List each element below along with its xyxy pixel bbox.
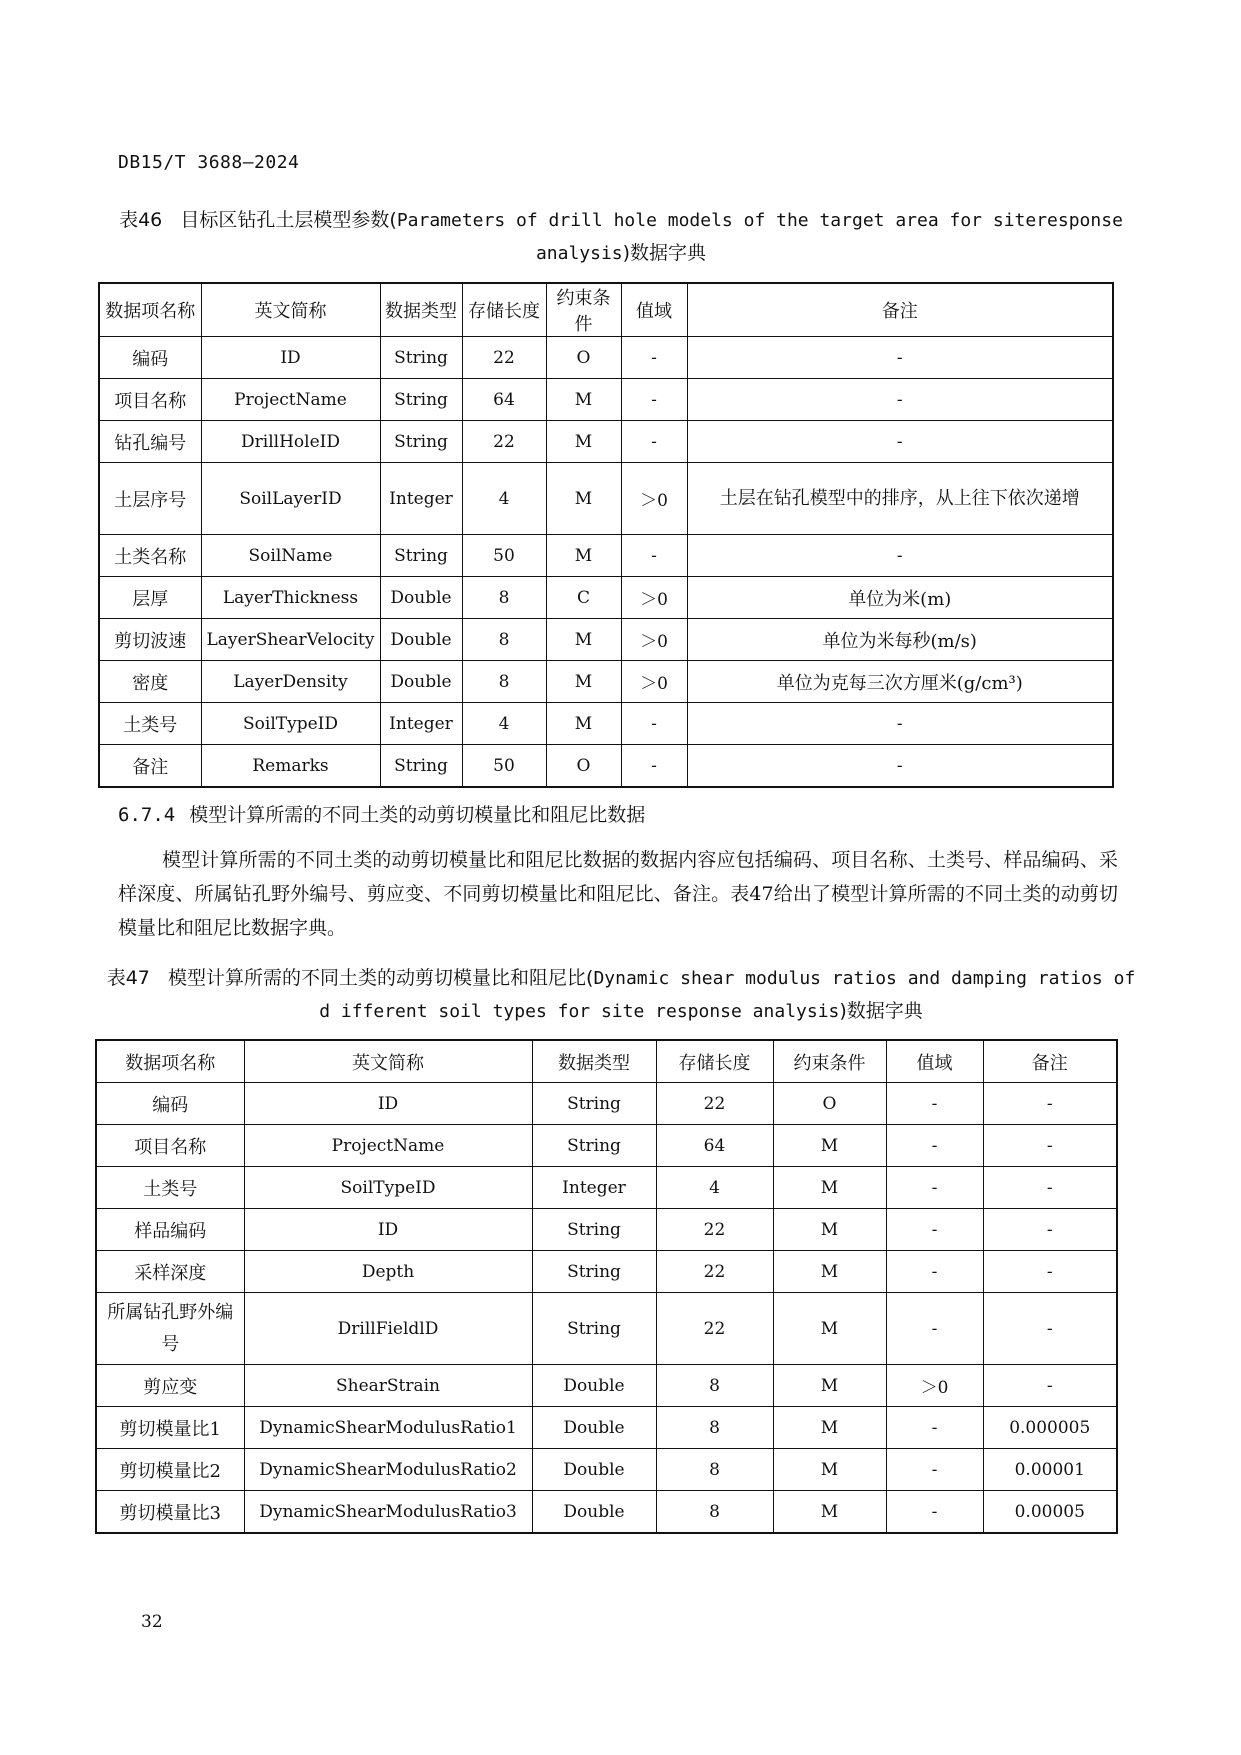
table-cell: SoilName	[201, 535, 380, 577]
table-cell: -	[886, 1167, 983, 1209]
table-cell: 22	[656, 1293, 773, 1365]
table-cell: String	[380, 535, 462, 577]
table46-header-cell: 英文简称	[201, 283, 380, 337]
table-cell: -	[687, 337, 1113, 379]
table-cell: 样品编码	[96, 1209, 244, 1251]
table-cell: Integer	[380, 703, 462, 745]
table-cell: String	[380, 745, 462, 788]
table-cell: String	[532, 1083, 656, 1125]
table-cell: 剪切模量比2	[96, 1449, 244, 1491]
table-cell: -	[886, 1083, 983, 1125]
table-cell: 土层在钻孔模型中的排序，从上往下依次递增	[687, 463, 1113, 535]
table-cell: -	[983, 1125, 1117, 1167]
table-cell: LayerThickness	[201, 577, 380, 619]
table46-header-cell: 数据项名称	[99, 283, 201, 337]
table47-caption	[96, 962, 1146, 1028]
table-cell: M	[546, 421, 621, 463]
table-cell: SoilTypeID	[201, 703, 380, 745]
table-cell: 剪切模量比3	[96, 1491, 244, 1534]
table-row	[96, 1365, 1117, 1407]
table-cell: O	[773, 1083, 886, 1125]
table47-caption-cn-suffix: )数据字典	[839, 1000, 923, 1022]
table-cell: 采样深度	[96, 1251, 244, 1293]
page-number: 32	[141, 1612, 163, 1632]
table-cell: String	[380, 421, 462, 463]
section-paragraph: 模型计算所需的不同土类的动剪切模量比和阻尼比数据的数据内容应包括编码、项目名称、土类号、样品编码、采样深度、所属钻孔野外编号、剪应变、不同剪切模量比和阻尼比、备注。表47给出了模型计算所需的不同土类的动剪切模量比和阻尼比数据字典。	[118, 849, 1118, 939]
table-cell: -	[621, 421, 687, 463]
table47-header-cell: 数据类型	[532, 1040, 656, 1083]
table-cell: M	[546, 661, 621, 703]
table-cell: 22	[656, 1209, 773, 1251]
table47-caption-label: 表47	[106, 967, 150, 989]
table-cell: String	[532, 1251, 656, 1293]
table-cell: M	[773, 1293, 886, 1365]
table-cell: M	[773, 1491, 886, 1534]
table-cell: 22	[656, 1083, 773, 1125]
table-cell: 8	[656, 1365, 773, 1407]
table-row	[96, 1125, 1117, 1167]
table46-header-row	[99, 283, 1113, 337]
table-cell: M	[546, 379, 621, 421]
table-cell: -	[886, 1251, 983, 1293]
table-cell: M	[773, 1167, 886, 1209]
table-cell: -	[687, 745, 1113, 788]
table-cell: 所属钻孔野外编号	[96, 1293, 244, 1365]
table-cell: C	[546, 577, 621, 619]
table-cell: 8	[656, 1407, 773, 1449]
table-row	[99, 619, 1113, 661]
table-cell: 22	[462, 421, 546, 463]
table-cell: 编码	[96, 1083, 244, 1125]
table-cell: String	[380, 337, 462, 379]
table-cell: 8	[462, 577, 546, 619]
table46-header-cell: 值域	[621, 283, 687, 337]
table46-header-cell: 存储长度	[462, 283, 546, 337]
table-cell: M	[546, 535, 621, 577]
table-cell: 4	[462, 703, 546, 745]
table-cell: 编码	[99, 337, 201, 379]
table46-caption-label: 表46	[119, 209, 163, 231]
table-cell: 备注	[99, 745, 201, 788]
table47	[95, 1039, 1118, 1534]
table46-caption	[96, 204, 1146, 270]
table-cell: DynamicShearModulusRatio2	[244, 1449, 532, 1491]
table-cell: -	[621, 745, 687, 788]
table-cell: DynamicShearModulusRatio3	[244, 1491, 532, 1534]
table-cell: 剪切模量比1	[96, 1407, 244, 1449]
table-cell: DrillHoleID	[201, 421, 380, 463]
table-row	[99, 421, 1113, 463]
table47-header-cell: 英文简称	[244, 1040, 532, 1083]
table-cell: 单位为米(m)	[687, 577, 1113, 619]
table-cell: 0.00005	[983, 1491, 1117, 1534]
table-cell: M	[773, 1125, 886, 1167]
table-row	[96, 1491, 1117, 1534]
table-row	[99, 463, 1113, 535]
table-cell: 8	[656, 1449, 773, 1491]
table47-header-cell: 约束条件	[773, 1040, 886, 1083]
table-cell: M	[773, 1209, 886, 1251]
table46-header-cell: 备注	[687, 283, 1113, 337]
table-cell: ＞0	[621, 463, 687, 535]
table47-caption-en: Dynamic shear modulus ratios and damping ratios of d ifferent soil types for site response analysis	[319, 968, 1136, 1022]
table-cell: -	[886, 1209, 983, 1251]
table-cell: 50	[462, 535, 546, 577]
table-cell: Depth	[244, 1251, 532, 1293]
table-row	[96, 1083, 1117, 1125]
table-cell: M	[546, 619, 621, 661]
table-cell: 单位为米每秒(m/s)	[687, 619, 1113, 661]
table-cell: -	[886, 1125, 983, 1167]
table-row	[96, 1407, 1117, 1449]
table-cell: 钻孔编号	[99, 421, 201, 463]
table-cell: -	[886, 1407, 983, 1449]
table47-caption-cn-prefix: 模型计算所需的不同土类的动剪切模量比和阻尼比(	[168, 967, 594, 989]
table-cell: -	[687, 379, 1113, 421]
table-cell: Double	[532, 1491, 656, 1534]
table-cell: Remarks	[201, 745, 380, 788]
table-row	[96, 1167, 1117, 1209]
table-cell: M	[773, 1449, 886, 1491]
table-cell: Double	[380, 577, 462, 619]
table46-caption-en: Parameters of drill hole models of the target area for siteresponse analysis	[396, 210, 1123, 264]
section-number: 6.7.4	[118, 804, 176, 826]
table-cell: ＞0	[621, 619, 687, 661]
table-cell: 土层序号	[99, 463, 201, 535]
table-cell: 22	[656, 1251, 773, 1293]
table-cell: DrillFieldlD	[244, 1293, 532, 1365]
table-cell: DynamicShearModulusRatio1	[244, 1407, 532, 1449]
table-cell: M	[773, 1251, 886, 1293]
table-row	[96, 1449, 1117, 1491]
table-row	[99, 337, 1113, 379]
table-cell: 单位为克每三次方厘米(g/cm³)	[687, 661, 1113, 703]
table-cell: 22	[462, 337, 546, 379]
table-cell: String	[380, 379, 462, 421]
table-cell: -	[983, 1251, 1117, 1293]
table-cell: Double	[532, 1449, 656, 1491]
table-cell: 土类号	[96, 1167, 244, 1209]
table-cell: ID	[244, 1209, 532, 1251]
table-cell: String	[532, 1209, 656, 1251]
table-row	[96, 1293, 1117, 1365]
table-cell: -	[886, 1491, 983, 1534]
table-cell: -	[886, 1293, 983, 1365]
table-row	[99, 379, 1113, 421]
table-row	[99, 745, 1113, 788]
table47-header-cell: 值域	[886, 1040, 983, 1083]
section-title: 模型计算所需的不同土类的动剪切模量比和阻尼比数据	[189, 804, 646, 826]
table-cell: 8	[462, 661, 546, 703]
table-cell: 密度	[99, 661, 201, 703]
table-cell: M	[546, 703, 621, 745]
table-cell: Integer	[380, 463, 462, 535]
table-cell: M	[546, 463, 621, 535]
table-cell: Integer	[532, 1167, 656, 1209]
table-cell: -	[886, 1449, 983, 1491]
table-cell: -	[621, 379, 687, 421]
table-cell: -	[621, 703, 687, 745]
table-cell: ID	[244, 1083, 532, 1125]
table-cell: ＞0	[621, 577, 687, 619]
table-cell: M	[773, 1407, 886, 1449]
table-cell: O	[546, 745, 621, 788]
table-cell: -	[621, 535, 687, 577]
table-cell: ShearStrain	[244, 1365, 532, 1407]
table47-header-row	[96, 1040, 1117, 1083]
table-cell: 0.00001	[983, 1449, 1117, 1491]
table-cell: 4	[462, 463, 546, 535]
table-cell: 4	[656, 1167, 773, 1209]
table-cell: 50	[462, 745, 546, 788]
table46-caption-cn-suffix: )数据字典	[622, 242, 707, 264]
table-cell: -	[983, 1293, 1117, 1365]
table-cell: 0.000005	[983, 1407, 1117, 1449]
table-cell: 项目名称	[99, 379, 201, 421]
table-cell: SoilLayerID	[201, 463, 380, 535]
table-cell: O	[546, 337, 621, 379]
table-cell: M	[773, 1365, 886, 1407]
table-cell: SoilTypeID	[244, 1167, 532, 1209]
table-cell: 8	[462, 619, 546, 661]
table46-header-cell: 约束条件	[546, 283, 621, 337]
table-cell: String	[532, 1293, 656, 1365]
table-row	[96, 1209, 1117, 1251]
table-cell: -	[687, 703, 1113, 745]
table47-header-cell: 备注	[983, 1040, 1117, 1083]
table-cell: -	[983, 1083, 1117, 1125]
table-cell: 64	[656, 1125, 773, 1167]
table-cell: LayerDensity	[201, 661, 380, 703]
table-cell: String	[532, 1125, 656, 1167]
table-cell: -	[621, 337, 687, 379]
table-cell: ProjectName	[201, 379, 380, 421]
document-code: DB15/T 3688—2024	[118, 152, 300, 173]
table-cell: 8	[656, 1491, 773, 1534]
table47-header-cell: 数据项名称	[96, 1040, 244, 1083]
table46-header-cell: 数据类型	[380, 283, 462, 337]
table-cell: ＞0	[886, 1365, 983, 1407]
table-cell: -	[687, 535, 1113, 577]
table-cell: 层厚	[99, 577, 201, 619]
table-row	[99, 577, 1113, 619]
table46-caption-cn-prefix: 目标区钻孔土层模型参数(	[180, 209, 397, 231]
table-cell: 项目名称	[96, 1125, 244, 1167]
table-row	[99, 535, 1113, 577]
table-cell: LayerShearVelocity	[201, 619, 380, 661]
table46	[98, 282, 1114, 788]
table-cell: -	[983, 1167, 1117, 1209]
table-cell: -	[983, 1209, 1117, 1251]
table-cell: ＞0	[621, 661, 687, 703]
table47-header-cell: 存储长度	[656, 1040, 773, 1083]
table-cell: 土类号	[99, 703, 201, 745]
table-row	[99, 661, 1113, 703]
section-heading	[118, 800, 645, 827]
table-cell: ID	[201, 337, 380, 379]
table-row	[96, 1251, 1117, 1293]
table-cell: Double	[380, 619, 462, 661]
table-cell: 剪切波速	[99, 619, 201, 661]
table-cell: -	[983, 1365, 1117, 1407]
table-cell: 剪应变	[96, 1365, 244, 1407]
table-cell: ProjectName	[244, 1125, 532, 1167]
table-cell: Double	[380, 661, 462, 703]
table-cell: Double	[532, 1407, 656, 1449]
table-cell: -	[687, 421, 1113, 463]
table-cell: 64	[462, 379, 546, 421]
table-cell: Double	[532, 1365, 656, 1407]
table-row	[99, 703, 1113, 745]
table-cell: 土类名称	[99, 535, 201, 577]
